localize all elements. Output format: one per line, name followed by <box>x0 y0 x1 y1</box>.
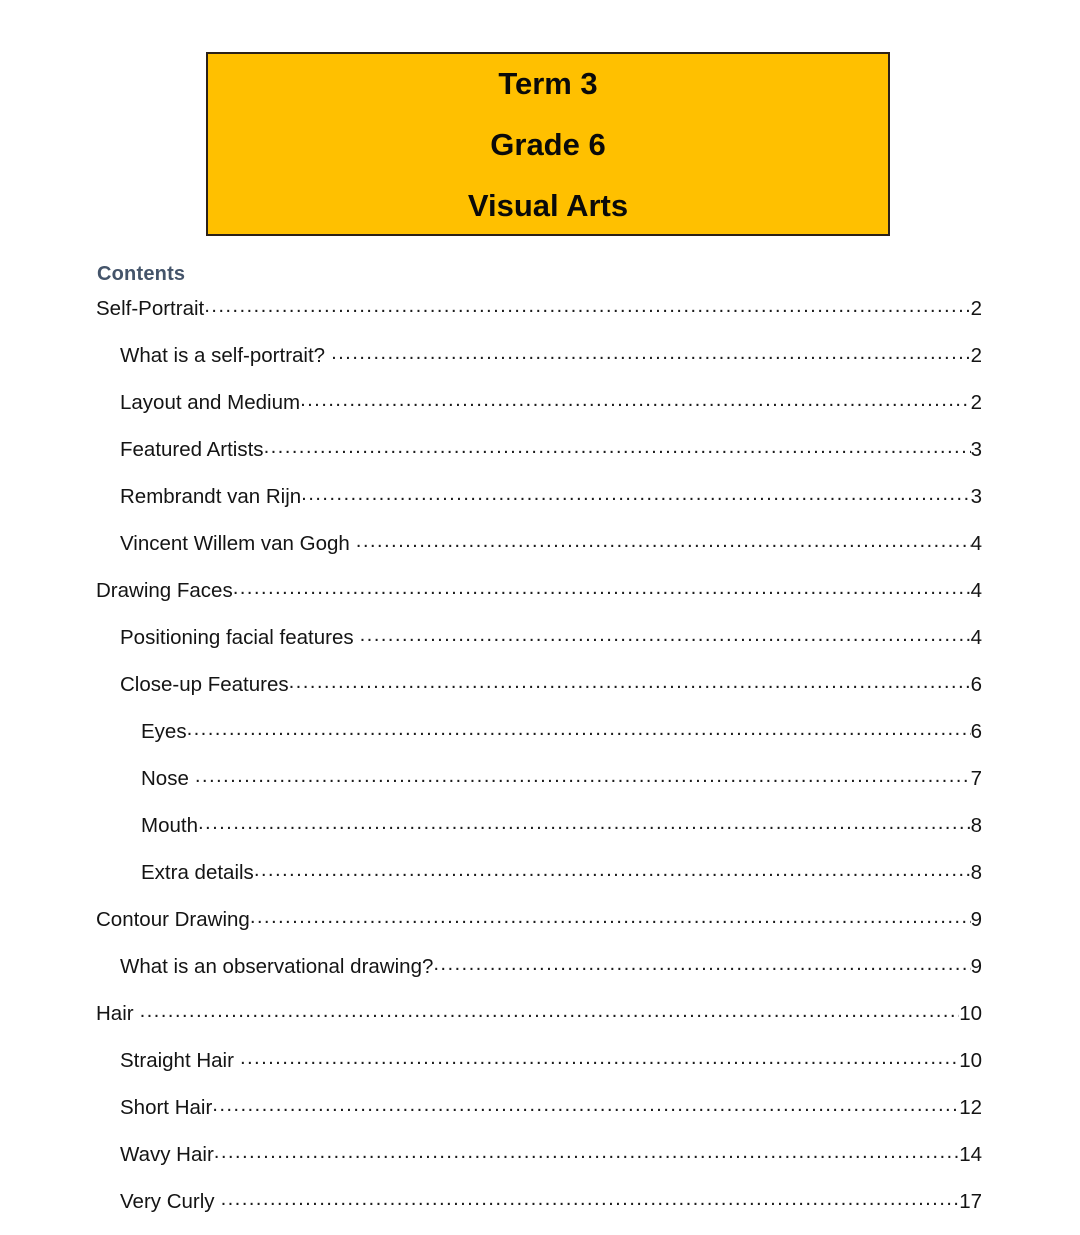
toc-entry-page-number: 10 <box>959 1001 982 1025</box>
toc-entry[interactable] <box>96 999 982 1046</box>
toc-entry-page-number: 8 <box>970 813 982 837</box>
toc-entry-label: Self-Portrait <box>96 296 205 320</box>
toc-entry-page-number: 8 <box>970 860 982 884</box>
toc-entry-page-number: 6 <box>970 719 982 743</box>
toc-entry-label: What is a self-portrait? <box>120 343 326 367</box>
toc-entry-page-number: 2 <box>970 343 982 367</box>
toc-entry-label: Straight Hair <box>120 1048 234 1072</box>
toc-entry-page-number: 9 <box>970 954 982 978</box>
toc-entry-page-number: 14 <box>959 1142 982 1166</box>
toc-dot-leader <box>356 529 971 550</box>
toc-entry-label: Extra details <box>141 860 254 884</box>
toc-dot-leader <box>214 1140 959 1161</box>
toc-entry-page-number: 4 <box>970 531 982 555</box>
toc-dot-leader <box>289 670 971 691</box>
toc-entry[interactable] <box>96 388 982 435</box>
toc-entry-label: Featured Artists <box>120 437 264 461</box>
toc-entry-label: Nose <box>141 766 189 790</box>
toc-entry-label: Layout and Medium <box>120 390 301 414</box>
toc-entry-label: Short Hair <box>120 1095 213 1119</box>
toc-entry-label: Rembrandt van Rijn <box>120 484 302 508</box>
toc-entry[interactable] <box>96 764 982 811</box>
toc-dot-leader <box>198 811 971 832</box>
toc-entry-page-number: 10 <box>959 1048 982 1072</box>
toc-entry-label: What is an observational drawing? <box>120 954 434 978</box>
toc-entry[interactable] <box>96 811 982 858</box>
toc-entry-page-number: 3 <box>970 484 982 508</box>
toc-entry[interactable] <box>96 858 982 905</box>
toc-dot-leader <box>300 388 971 409</box>
toc-dot-leader <box>331 341 971 362</box>
toc-entry[interactable] <box>96 576 982 623</box>
toc-entry-page-number: 4 <box>970 625 982 649</box>
toc-dot-leader <box>204 294 970 315</box>
toc-entry-page-number: 12 <box>959 1095 982 1119</box>
toc-dot-leader <box>187 717 971 738</box>
banner-line-term: Term 3 <box>498 65 598 101</box>
toc-entry-page-number: 9 <box>970 907 982 931</box>
toc-entry[interactable] <box>96 952 982 999</box>
toc-entry-page-number: 4 <box>970 578 982 602</box>
toc-entry-label: Positioning facial features <box>120 625 354 649</box>
toc-entry[interactable] <box>96 1187 982 1234</box>
toc-entry-label: Vincent Willem van Gogh <box>120 531 350 555</box>
toc-entry-label: Drawing Faces <box>96 578 233 602</box>
toc-dot-leader <box>301 482 970 503</box>
toc-entry-page-number: 3 <box>970 437 982 461</box>
banner-line-subject: Visual Arts <box>467 187 629 223</box>
toc-entry[interactable] <box>96 294 982 341</box>
toc-entry-page-number: 2 <box>970 390 982 414</box>
toc-dot-leader <box>250 905 971 926</box>
toc-entry[interactable] <box>96 1046 982 1093</box>
toc-dot-leader <box>264 435 971 456</box>
toc-dot-leader <box>240 1046 959 1067</box>
toc-dot-leader <box>360 623 971 644</box>
toc-entry[interactable] <box>96 435 982 482</box>
toc-entry-label: Mouth <box>141 813 198 837</box>
toc-entry[interactable] <box>96 1140 982 1187</box>
toc-dot-leader <box>212 1093 959 1114</box>
toc-entry-page-number: 7 <box>970 766 982 790</box>
banner-line-grade: Grade 6 <box>490 126 606 162</box>
toc-entry[interactable] <box>96 670 982 717</box>
toc-entry-label: Contour Drawing <box>96 907 250 931</box>
toc-dot-leader <box>254 858 971 879</box>
toc-entry[interactable] <box>96 529 982 576</box>
toc-entry[interactable] <box>96 341 982 388</box>
contents-heading: Contents <box>97 263 186 285</box>
toc-entry-label: Very Curly <box>120 1189 215 1213</box>
toc-entry[interactable] <box>96 717 982 764</box>
toc-dot-leader <box>233 576 971 597</box>
toc-entry-label: Eyes <box>141 719 187 743</box>
toc-dot-leader <box>433 952 970 973</box>
toc-entry[interactable] <box>96 1093 982 1140</box>
toc-entry-label: Close-up Features <box>120 672 289 696</box>
toc-entry-page-number: 2 <box>970 296 982 320</box>
toc-entry[interactable] <box>96 623 982 670</box>
toc-entry-label: Wavy Hair <box>120 1142 214 1166</box>
toc-entry-page-number: 6 <box>970 672 982 696</box>
title-banner <box>206 52 890 236</box>
toc-entry[interactable] <box>96 482 982 529</box>
toc-entry-label: Hair <box>96 1001 134 1025</box>
toc-dot-leader <box>221 1187 960 1208</box>
table-of-contents <box>96 294 982 1234</box>
toc-entry-page-number: 17 <box>959 1189 982 1213</box>
toc-dot-leader <box>140 999 960 1020</box>
toc-dot-leader <box>195 764 971 785</box>
toc-entry[interactable] <box>96 905 982 952</box>
